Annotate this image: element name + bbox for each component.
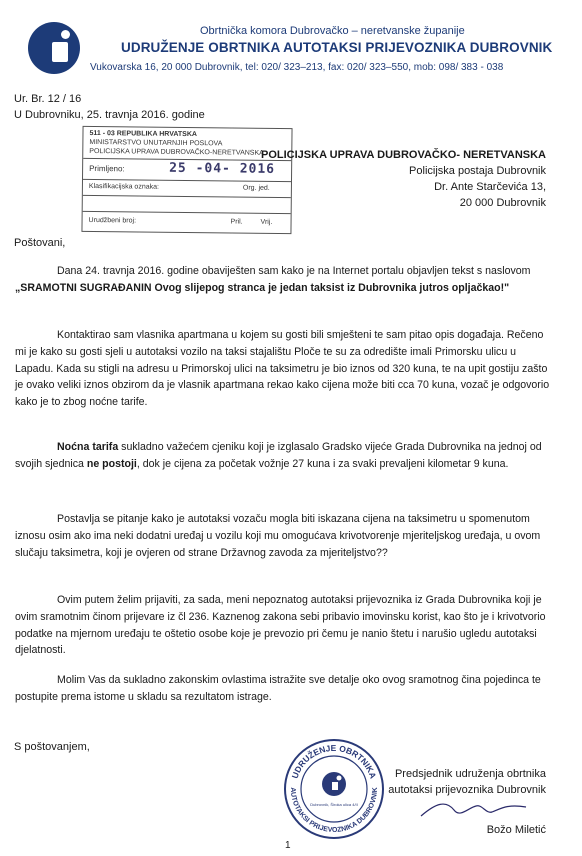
stamp-org-label: Org. jed. <box>242 184 270 192</box>
p5-text: Ovim putem želim prijaviti, za sada, meni nepoznatog autotaksi prijevoznika iz Grada Dubrovnika koji je ovim sramotnim činom prijevare iz čl 236. Kaznenog zakona sebi pribavio imovinsku korist, kao što je i krivotvorio podatke na mjernom uređaju te oštetio osobe koje je prevozio pri čemu je nanio štetu i narušio ugledu autotaksi djelatnosti. <box>15 594 546 657</box>
paragraph-4 <box>15 511 551 561</box>
recipient-address <box>261 147 546 211</box>
signatory-title-2: autotaksi prijevoznika Dubrovnik <box>388 784 546 796</box>
recipient-street: Dr. Ante Starčevića 13, <box>434 181 546 193</box>
paragraph-2 <box>15 327 551 411</box>
p3-text-1: sukladno važećem cjeniku koji je izglasalo Gradsko vijeće Grada Dubrovnika na jednoj od svojih sjednica <box>15 441 542 470</box>
stamp-reg-label: Urudžbeni broj: <box>88 216 137 225</box>
association-name: UDRUŽENJE OBRTNIKA AUTOTAKSI PRIJEVOZNIKA DUBROVNIK <box>121 40 553 55</box>
paragraph-5 <box>15 592 551 659</box>
handwritten-signature <box>416 798 536 822</box>
signature-block <box>388 766 546 838</box>
paragraph-1 <box>15 263 551 297</box>
stamp-line-2: MINISTARSTVO UNUTARNJIH POSLOVA <box>89 138 223 148</box>
p2-text: Kontaktirao sam vlasnika apartmana u kojem su gosti bili smješteni te sam pitao opis događaja. Rečeno mi je kako su gosti sjeli u autotaksi vozilo na taksi stajalištu Ploče te su za odredište imali Primorsku ulicu u Lapadu. Kada su stigli na adresu u Primorskoj ulici na taksimetru je bio iznos od 320 kuna, te na upit gostiju zašto je ovako veliki iznos obzirom da je vlasnik apartmana rekao kako cijena može biti cca 70 kuna, vozač je odgovorio kako je to zbog noćne tarife. <box>15 329 550 409</box>
salutation: Poštovani, <box>14 237 66 249</box>
paragraph-6 <box>15 672 551 706</box>
stamp-line-3: POLICIJSKA UPRAVA DUBROVAČKO-NERETVANSKA <box>89 147 264 157</box>
recipient-station: Policijska postaja Dubrovnik <box>409 165 546 177</box>
reference-number: Ur. Br. 12 / 16 <box>14 93 82 105</box>
place-date: U Dubrovniku, 25. travnja 2016. godine <box>14 109 205 121</box>
p6-text: Molim Vas da sukladno zakonskim ovlastima istražite sve detalje oko ovog sramotnog čina pojedinca te postupite prema istome u skladu sa rezultatom istrage. <box>15 674 541 703</box>
recipient-city: 20 000 Dubrovnik <box>459 197 546 209</box>
p4-text: Postavlja se pitanje kako je autotaksi vozaču mogla biti iskazana cijena na taksimetru u spomenutom iznosu osim ako ima neki dodatni uređaj u vozilu koji mu omogućava krivotvorenje mjeriteljskog uređaja, u ovom slučaju taksimetra, koji je ovjeren od strane Državnog zavoda za mjeriteljstvo?? <box>15 513 541 559</box>
stamp-received-date: 25 -04- 2016 <box>169 160 276 177</box>
p3-bold-1: Noćna tarifa <box>57 441 119 453</box>
page-number: 1 <box>285 840 291 851</box>
recipient-name: POLICIJSKA UPRAVA DUBROVAČKO- NERETVANSKA <box>261 149 546 161</box>
logo-bar <box>52 42 68 62</box>
seal-bottom-text: AUTOTAKSI PRIJEVOZNIKA DUBROVNIK <box>288 787 380 835</box>
stamp-att-label: Pril. <box>230 218 243 226</box>
stamp-received-label: Primljeno: <box>89 163 125 174</box>
association-seal <box>283 738 385 840</box>
association-contact: Vukovarska 16, 20 000 Dubrovnik, tel: 020/ 323–213, fax: 020/ 323–550, mob: 098/ 383 - 038 <box>90 62 504 73</box>
stamp-class-label: Klasifikacijska oznaka: <box>88 182 159 191</box>
logo-dot <box>61 30 70 39</box>
p1-text: Dana 24. travnja 2016. godine obaviješten sam kako je na Internet portalu objavljen tekst s naslovom <box>57 265 531 277</box>
seal-top-text: UDRUŽENJE OBRTNIKA <box>289 742 379 780</box>
chamber-name: Obrtnička komora Dubrovačko – neretvanske županije <box>200 25 465 37</box>
stamp-val-label: Vrij. <box>260 218 273 226</box>
association-logo <box>28 22 80 74</box>
p3-text-2: , dok je cijena za početak vožnje 27 kuna i za svaki prevaljeni kilometar 9 kuna. <box>136 457 509 470</box>
seal-inner-text: Dubrovnik, Široka ulica 4/II <box>310 802 358 807</box>
article-title: „SRAMOTNI SUGRAĐANIN Ovog slijepog stranca je jedan taksist iz Dubrovnika jutros opljačkao!" <box>15 281 510 294</box>
signatory-name: Božo Miletić <box>486 824 546 836</box>
paragraph-3 <box>15 439 551 473</box>
p3-bold-2: ne postoji <box>86 457 137 470</box>
stamp-line-1: 511 - 03 REPUBLIKA HRVATSKA <box>89 129 198 139</box>
signatory-title-1: Predsjednik udruženja obrtnika <box>394 768 546 780</box>
closing: S poštovanjem, <box>14 741 90 753</box>
